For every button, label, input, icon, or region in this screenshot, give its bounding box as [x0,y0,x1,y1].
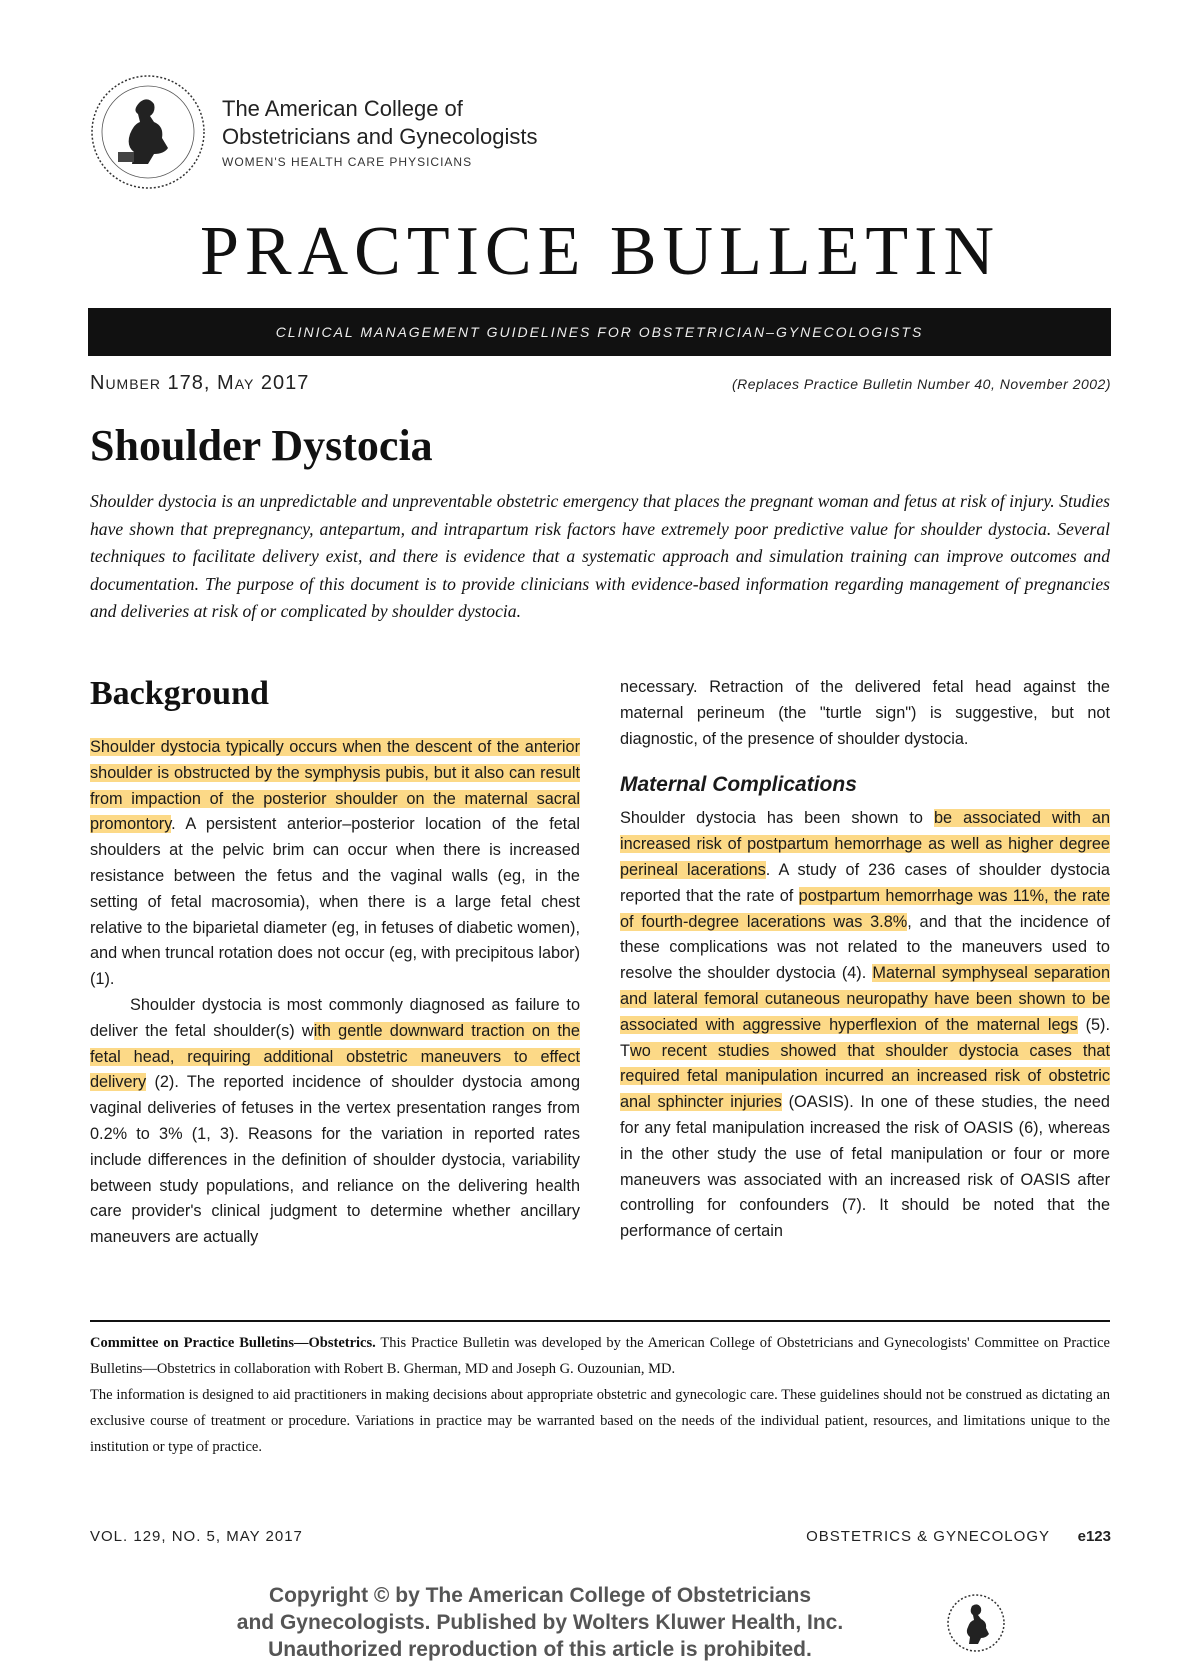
maternal-complications-paragraph [620,806,1110,1245]
org-tagline: WOMEN'S HEALTH CARE PHYSICIANS [222,155,473,169]
background-paragraph-1 [90,735,580,993]
issue-number: Number 178, May 2017 [90,372,310,394]
footer-volume: VOL. 129, NO. 5, MAY 2017 [90,1528,303,1545]
paragraph-text: . A study of 236 cases of shoulder dystocia reported that the rate of [620,860,1110,905]
right-column [620,675,1110,1245]
committee-name: Committee on Practice Bulletins—Obstetrics. [90,1335,376,1351]
footer-page-number: e123 [1077,1528,1111,1545]
highlighted-text: wo recent studies showed that shoulder dystocia cases that required fetal manipulation incurred an increased risk of obstetric anal sphincter injuries [620,1041,1110,1112]
paragraph-text: Shoulder dystocia is most commonly diagnosed as failure to deliver the fetal shoulder(s) w [90,995,580,1040]
replaces-note: (Replaces Practice Bulletin Number 40, November 2002) [732,376,1111,392]
copyright-line-1: Copyright © by The American College of Obstetricians [268,1584,812,1607]
org-name-line2: Obstetricians and Gynecologists [222,124,538,149]
footnote-divider [90,1320,1110,1322]
highlighted-text: postpartum hemorrhage was 11%, the rate of fourth-degree lacerations was 3.8% [620,886,1110,931]
paragraph-text: (OASIS). In one of these studies, the need for any fetal manipulation increased the risk of OASIS (6), whereas in the other study the use of fetal manipulation or four or more maneuvers was associated with an increased risk of OASIS after controlling for confounders (7). It should be noted that the performance of certain [620,1093,1110,1241]
acog-seal-logo [88,72,208,192]
highlighted-text: ith gentle downward traction on the fetal head, requiring additional obstetric maneuvers to effect delivery [90,1021,580,1092]
paragraph-text: , and that the incidence of these complications was not related to the maneuvers used to resolve the shoulder dystocia (4). [620,912,1110,983]
paragraph-text: Shoulder dystocia has been shown to [620,809,934,828]
maternal-complications-heading: Maternal Complications [620,773,857,797]
highlighted-text: Shoulder dystocia typically occurs when the descent of the anterior shoulder is obstructed by the symphysis pubis, but it also can result from impaction of the posterior shoulder on the maternal sacral promontory [90,738,580,834]
background-paragraph-3: necessary. Retraction of the delivered fetal head against the maternal perineum (the "turtle sign") is suggestive, but not diagnostic, of the presence of shoulder dystocia. [620,678,1110,748]
org-name-line1: The American College of [222,96,463,121]
org-name [222,95,538,151]
paragraph-text: (5). T [620,1015,1110,1060]
paragraph-text: . A persistent anterior–posterior location of the fetal shoulders at the pelvic brim can occur when there is increased resistance between the fetus and the vaginal walls (eg, in the setting of fetal macrosomia), when there is a large fetal chest relative to the biparietal diameter (eg, in fetuses of diabetic women), and when truncal rotation does not occur (eg, with precipitous labor) (1). [90,815,580,989]
background-paragraph-2 [90,993,580,1251]
bulletin-title: PRACTICE BULLETIN [199,213,1001,290]
committee-text: This Practice Bulletin was developed by the American College of Obstetricians and Gynecologists' Committee on Practice Bulletins—Obstetrics in collaboration with Robert B. Gherman, MD and Joseph G. Ouzounian, MD. [90,1335,1110,1377]
highlighted-text: be associated with an increased risk of postpartum hemorrhage as well as higher degree perineal lacerations [620,809,1110,879]
copyright-notice [160,1582,920,1663]
copyright-line-3: Unauthorized reproduction of this article is prohibited. [268,1638,812,1661]
copyright-line-2: and Gynecologists. Published by Wolters Kluwer Health, Inc. [236,1611,844,1634]
disclaimer: The information is designed to aid practitioners in making decisions about appropriate obstetric and gynecologic care. These guidelines should not be construed as dictating an exclusive course of treatment or procedure. Variations in practice may be warranted based on the needs of the individual patient, resources, and limitations unique to the institution or type of practice. [90,1387,1110,1455]
background-heading: Background [90,675,269,712]
committee-note [90,1330,1110,1382]
highlighted-text: Maternal symphyseal separation and lateral femoral cutaneous neuropathy have been shown to be associated with aggressive hyperflexion of the maternal legs [620,964,1110,1034]
footer-journal: OBSTETRICS & GYNECOLOGY [806,1528,1050,1545]
document-title: Shoulder Dystocia [90,421,433,470]
abstract: Shoulder dystocia is an unpredictable and unpreventable obstetric emergency that places the pregnant woman and fetus at risk of injury. Studies have shown that prepregnancy, antepartum, and intrapartum risk factors have extremely poor predictive value for shoulder dystocia. Several techniques to facilitate delivery exist, and there is evidence that a systematic approach and simulation training can improve outcomes and documentation. The purpose of this document is to provide clinicians with evidence-based information regarding management of pregnancies and deliveries at risk of or complicated by shoulder dystocia. [90,491,1110,621]
banner: CLINICAL MANAGEMENT GUIDELINES FOR OBSTETRICIAN–GYNECOLOGISTS [88,308,1111,356]
acog-seal-icon [945,1592,1007,1654]
left-column [90,735,580,1251]
paragraph-text: (2). The reported incidence of shoulder dystocia among vaginal deliveries of fetuses in the vertex presentation ranges from 0.2% to 3% (1, 3). Reasons for the variation in reported rates include differences in the definition of shoulder dystocia, variability between study populations, and reliance on the delivering health care provider's clinical judgment to determine whether ancillary maneuvers are actually [90,1073,580,1247]
footnote [90,1330,1110,1460]
